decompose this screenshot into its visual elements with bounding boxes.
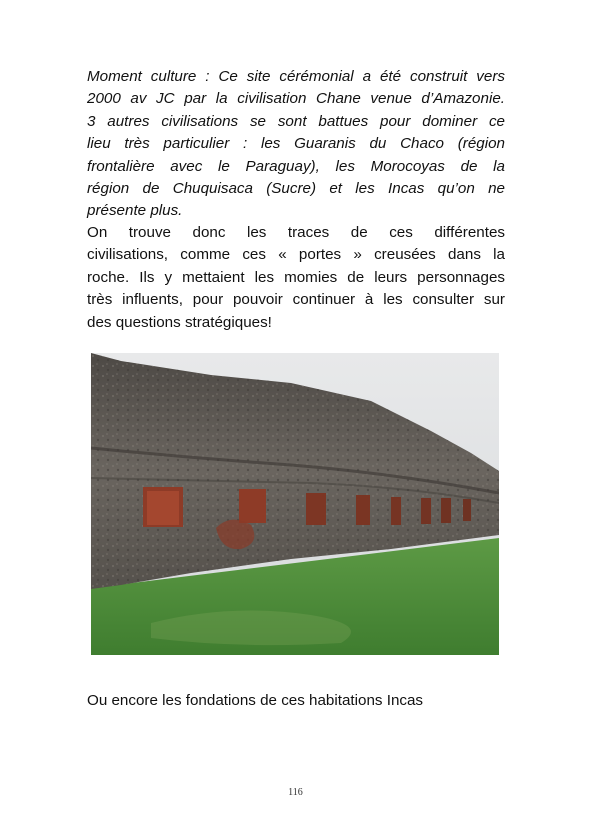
- photo-caption: Ou encore les fondations de ces habitations Incas: [87, 692, 424, 709]
- text-line: Moment culture : Ce site cérémonial a été construit vers: [87, 68, 505, 85]
- page-number: 116: [288, 787, 303, 798]
- text-line: roche. Ils y mettaient les momies de leurs personnages: [87, 268, 505, 286]
- culture-paragraph: [87, 66, 505, 223]
- text-line: 2000 av JC par la civilisation Chane venue d’Amazonie.: [87, 90, 505, 108]
- rock-niches-photo: [91, 353, 499, 655]
- text-line: On trouve donc les traces de ces différentes: [87, 224, 505, 241]
- rock-niches-illustration: [91, 353, 499, 655]
- text-line: région de Chuquisaca (Sucre) et les Incas qu’on ne: [87, 180, 505, 198]
- text-line: civilisations, comme ces « portes » creusées dans la: [87, 246, 505, 264]
- text-line: des questions stratégiques!: [87, 313, 272, 331]
- text-line: lieu très particulier : les Guaranis du Chaco (région: [87, 135, 505, 153]
- traces-paragraph: [87, 222, 505, 334]
- text-line: présente plus.: [87, 202, 183, 220]
- text-line: frontalière avec le Paraguay), les Morocoyas de la: [87, 157, 505, 175]
- text-line: très influents, pour pouvoir continuer à les consulter sur: [87, 291, 505, 309]
- text-line: 3 autres civilisations se sont battues pour dominer ce: [87, 112, 505, 130]
